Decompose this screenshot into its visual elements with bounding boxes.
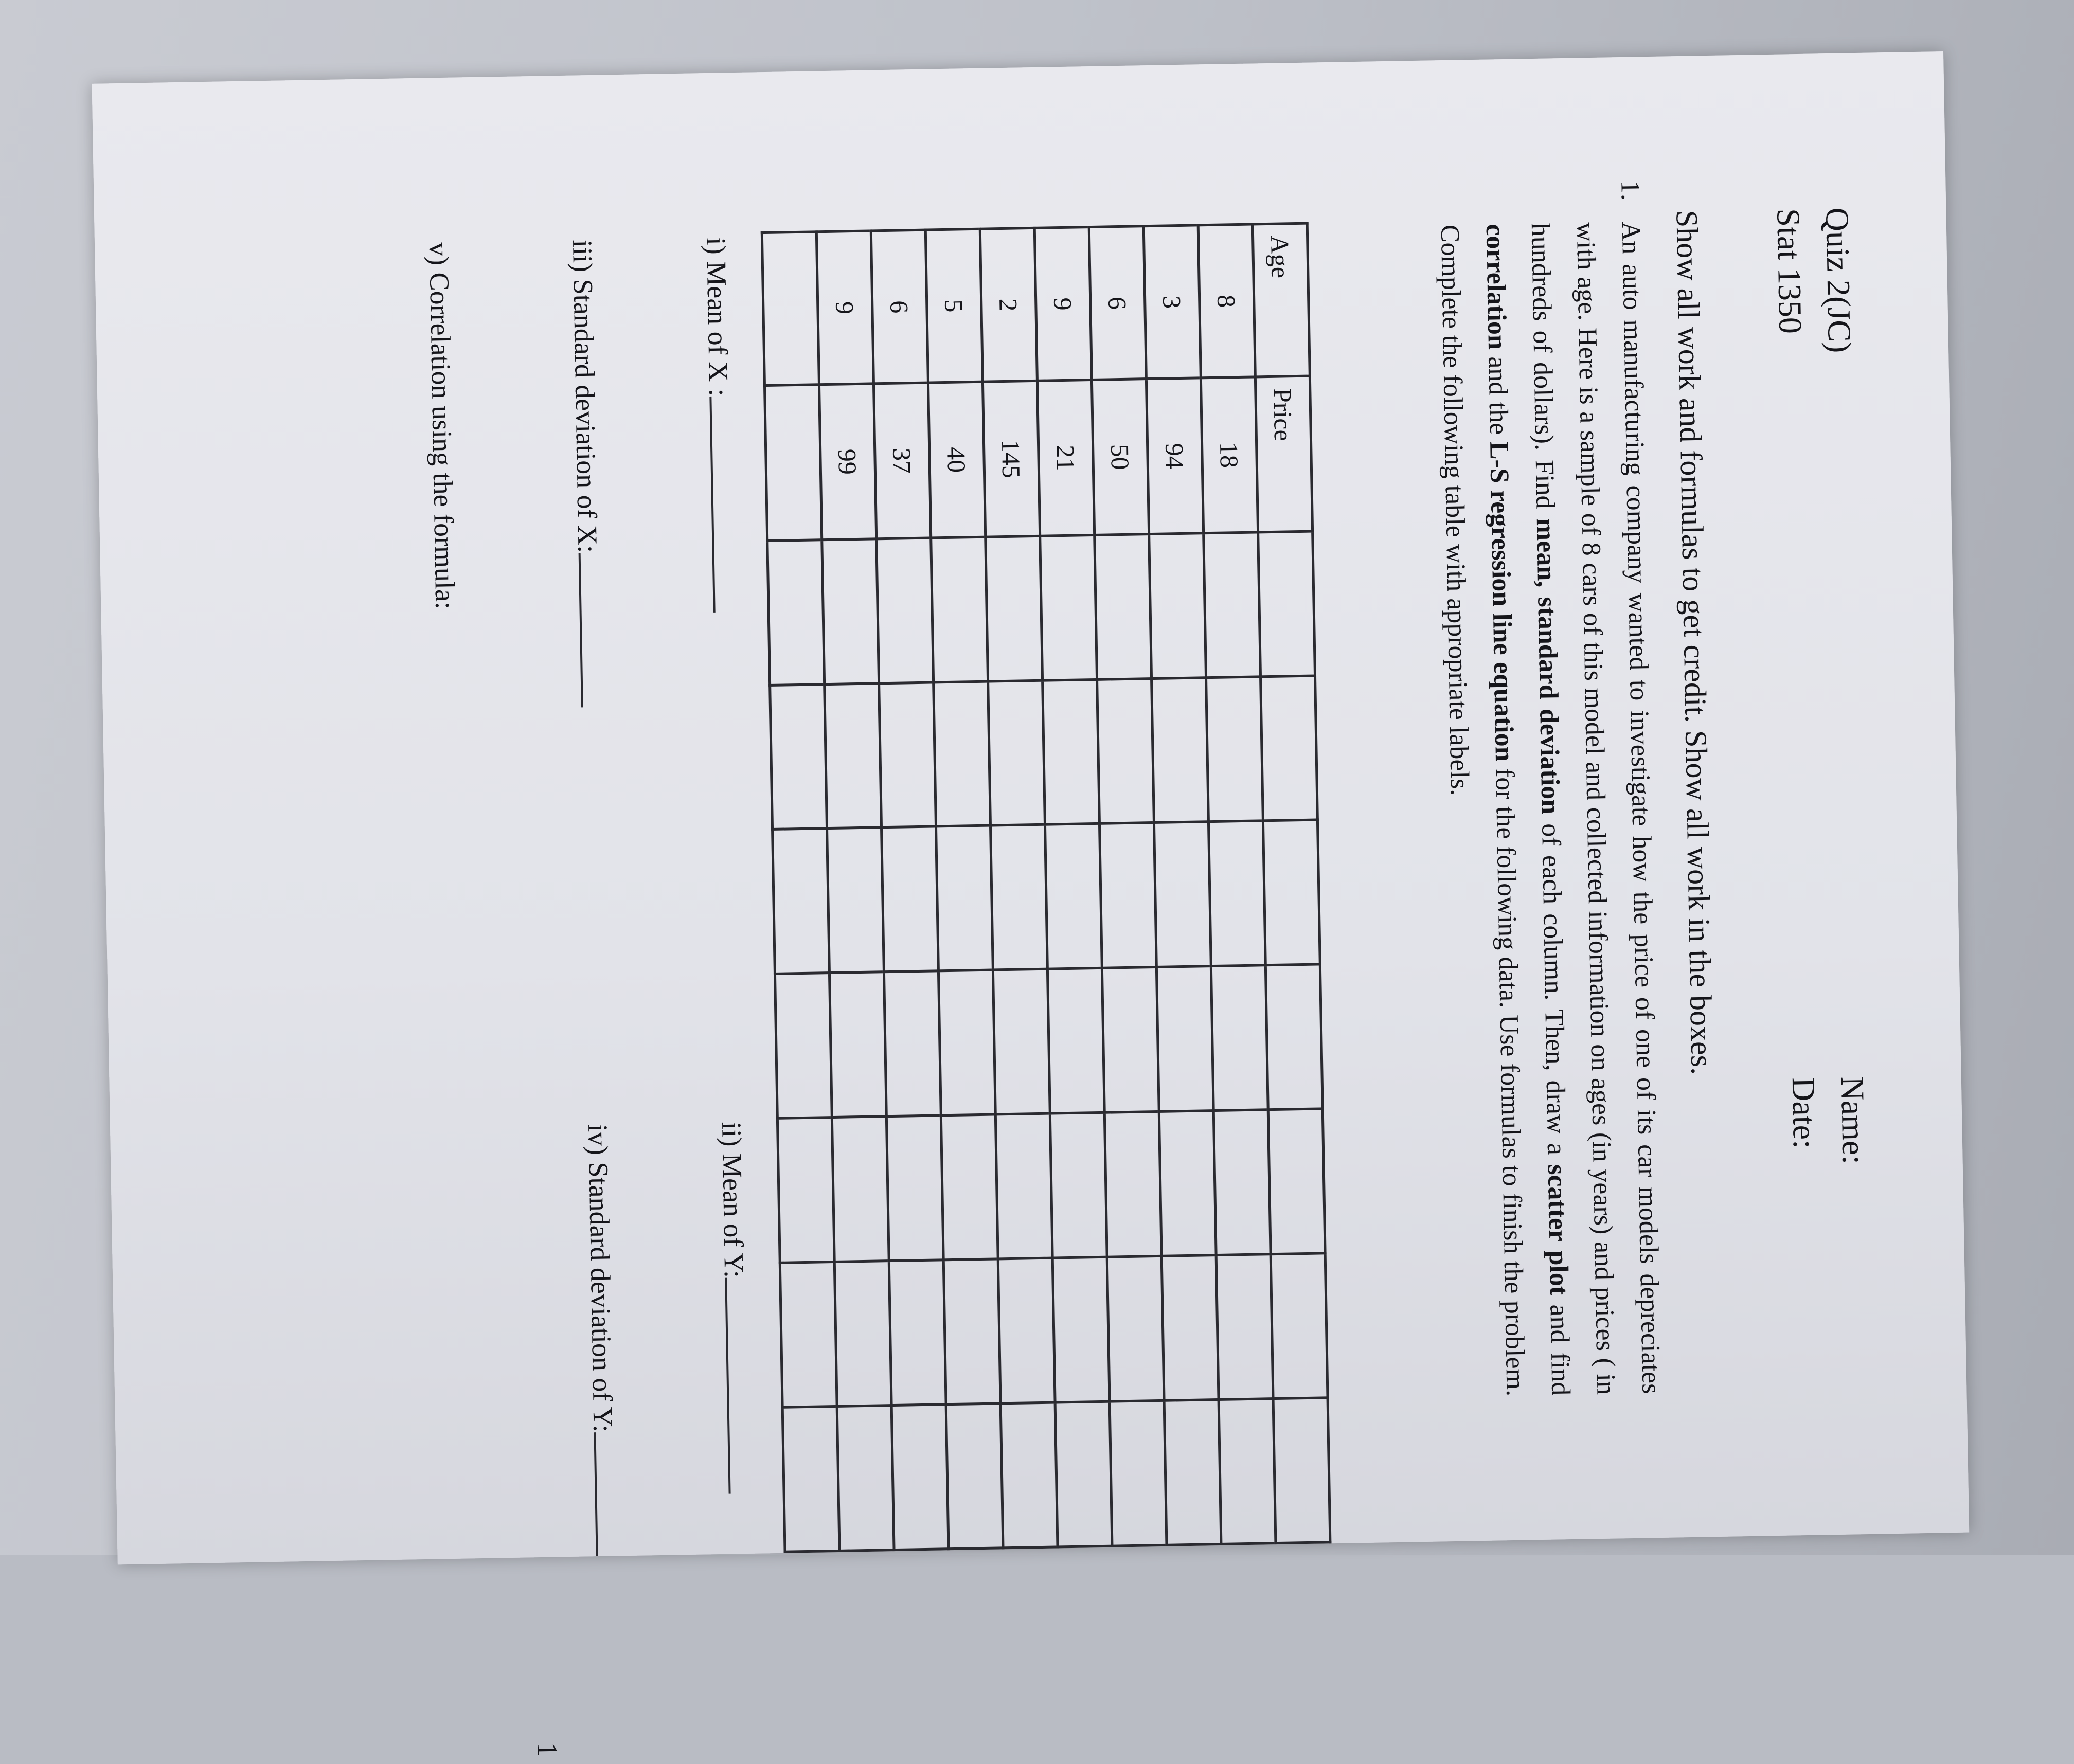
table-cell bbox=[931, 537, 988, 682]
table-header-cell: Price bbox=[1255, 376, 1312, 532]
sd-y-answer bbox=[582, 1124, 622, 1556]
table-cell bbox=[762, 232, 819, 386]
table-cell bbox=[1208, 821, 1265, 966]
table-cell: 40 bbox=[928, 382, 985, 538]
table-cell: 145 bbox=[982, 381, 1040, 537]
table-cell bbox=[990, 825, 1047, 970]
table-cell bbox=[829, 972, 886, 1118]
table-cell bbox=[767, 539, 825, 685]
table-cell bbox=[993, 969, 1050, 1114]
table-cell bbox=[1213, 1110, 1271, 1255]
quiz-page bbox=[92, 51, 1970, 1757]
table-cell bbox=[775, 973, 832, 1119]
table-cell: 50 bbox=[1092, 379, 1149, 535]
sd-y-label: iv) Standard deviation of Y: bbox=[582, 1124, 619, 1433]
question-bold-text: L-S regression line equation bbox=[1484, 441, 1519, 762]
table-header-cell bbox=[1265, 964, 1322, 1110]
question-1 bbox=[1427, 180, 1674, 1397]
page-number: 1 bbox=[530, 1742, 563, 1757]
date-label: Date: bbox=[1785, 1077, 1823, 1149]
instructions: Show all work and formulas to get credit. Show all work in the boxes. bbox=[1670, 210, 1719, 1075]
question-bold-text: scatter plot bbox=[1542, 1164, 1574, 1295]
table-header-cell bbox=[1268, 1109, 1325, 1254]
table-cell: 6 bbox=[1089, 226, 1146, 380]
table-cell bbox=[884, 971, 941, 1117]
sd-x-answer bbox=[566, 240, 607, 708]
mean-y-label: ii) Mean of Y: bbox=[716, 1121, 750, 1279]
table-cell bbox=[827, 827, 884, 973]
table-header-cell: Age bbox=[1253, 223, 1310, 377]
mean-x-answer bbox=[700, 237, 739, 613]
table-cell bbox=[1097, 678, 1154, 824]
sd-y-blank[interactable] bbox=[594, 1432, 621, 1556]
question-text: of each column. Then, draw a bbox=[1535, 814, 1571, 1165]
table-cell bbox=[1099, 823, 1156, 968]
sd-x-label: iii) Standard deviation of X: bbox=[566, 239, 603, 553]
table-cell bbox=[1164, 1400, 1221, 1545]
data-table bbox=[761, 222, 1332, 1553]
table-cell bbox=[1045, 824, 1102, 969]
table-cell: 21 bbox=[1037, 380, 1094, 536]
table-cell bbox=[1154, 822, 1211, 967]
table-cell bbox=[1050, 1112, 1107, 1258]
table-cell bbox=[941, 1114, 998, 1260]
table-cell bbox=[1040, 535, 1097, 680]
table-cell bbox=[1211, 965, 1268, 1111]
table-cell bbox=[936, 825, 993, 971]
table-cell bbox=[780, 1262, 837, 1408]
table-cell: 37 bbox=[873, 383, 931, 538]
table-cell bbox=[1219, 1399, 1276, 1544]
table-cell bbox=[1102, 967, 1159, 1113]
table-cell bbox=[1149, 533, 1206, 678]
table-cell bbox=[825, 683, 882, 829]
table-cell bbox=[764, 385, 821, 541]
question-text: for the following data. Use formulas to finish the problem. Complete the following table with appropriate labels. bbox=[1435, 224, 1530, 1397]
table-cell bbox=[1104, 1112, 1161, 1257]
correlation-answer bbox=[423, 242, 461, 610]
mean-y-blank[interactable] bbox=[725, 1277, 754, 1494]
table-header-cell bbox=[1261, 676, 1318, 821]
table-cell bbox=[1052, 1257, 1110, 1402]
table-cell bbox=[891, 1405, 949, 1550]
table-cell bbox=[1204, 532, 1261, 677]
question-number: 1. bbox=[1615, 180, 1645, 201]
table-cell bbox=[995, 1113, 1052, 1259]
table-cell bbox=[834, 1261, 891, 1407]
table-cell bbox=[1152, 677, 1209, 823]
table-cell bbox=[1216, 1254, 1273, 1400]
table-cell bbox=[1043, 679, 1100, 825]
table-cell: 18 bbox=[1201, 377, 1258, 533]
table-cell bbox=[1095, 534, 1152, 679]
table-cell bbox=[1047, 968, 1104, 1114]
table-cell bbox=[822, 538, 879, 684]
table-cell bbox=[782, 1406, 839, 1552]
table-header-cell bbox=[1273, 1398, 1330, 1543]
table-cell bbox=[837, 1406, 894, 1551]
table-cell: 6 bbox=[871, 230, 928, 384]
table-cell bbox=[773, 829, 830, 974]
question-text: and the bbox=[1482, 349, 1514, 442]
table-cell: 94 bbox=[1146, 378, 1203, 534]
table-cell bbox=[1107, 1256, 1164, 1402]
table-cell bbox=[998, 1258, 1055, 1403]
table-cell bbox=[882, 826, 939, 972]
table-cell bbox=[943, 1259, 1000, 1405]
table-cell bbox=[1159, 1111, 1216, 1256]
question-bold-text: mean, standard deviation bbox=[1530, 518, 1565, 815]
correlation-label: v) Correlation using the formula: bbox=[423, 242, 461, 610]
table-cell bbox=[879, 682, 936, 827]
question-text: and find bbox=[1544, 1294, 1576, 1396]
table-header-cell bbox=[1271, 1253, 1328, 1399]
table-cell: 99 bbox=[819, 384, 876, 539]
question-bold-text: correlation bbox=[1480, 223, 1512, 350]
table-header-cell bbox=[1263, 820, 1320, 965]
table-cell bbox=[1156, 966, 1213, 1112]
table-cell: 5 bbox=[925, 229, 982, 383]
table-cell bbox=[770, 684, 827, 830]
mean-y-answer bbox=[716, 1122, 755, 1494]
table-cell bbox=[1055, 1401, 1112, 1547]
mean-x-label: i) Mean of X : bbox=[700, 237, 735, 397]
table-cell bbox=[886, 1115, 943, 1261]
table-header-cell bbox=[1258, 531, 1315, 677]
table-cell bbox=[1000, 1402, 1058, 1548]
table-cell bbox=[988, 680, 1045, 826]
table-cell bbox=[1110, 1400, 1167, 1546]
table-cell: 9 bbox=[1034, 227, 1092, 381]
table-cell bbox=[877, 538, 934, 683]
table-cell bbox=[938, 970, 995, 1115]
table-cell bbox=[986, 536, 1043, 681]
table-cell bbox=[777, 1118, 834, 1263]
table-cell bbox=[889, 1260, 946, 1406]
sd-x-blank[interactable] bbox=[579, 552, 607, 707]
table-cell bbox=[946, 1403, 1003, 1549]
table-cell bbox=[1206, 676, 1263, 822]
quiz-title: Quiz 2(JC) bbox=[1819, 207, 1858, 353]
table-cell: 3 bbox=[1143, 225, 1201, 379]
course-code: Stat 1350 bbox=[1770, 208, 1809, 334]
question-text: An auto manufacturing company wanted to investigate how the price of one of its car models depreciates with age. Here is a sample of 8 cars of this model and collected information on ages (in years) and prices ( in hundreds of dollars). Find bbox=[1525, 221, 1666, 1395]
table-cell: 2 bbox=[980, 228, 1037, 382]
name-label: Name: bbox=[1834, 1076, 1872, 1165]
table-cell: 8 bbox=[1198, 224, 1255, 378]
table-cell bbox=[1161, 1255, 1219, 1401]
table-cell bbox=[832, 1117, 889, 1262]
table-cell bbox=[934, 681, 991, 827]
table-cell: 9 bbox=[816, 231, 873, 385]
mean-x-blank[interactable] bbox=[709, 396, 739, 613]
